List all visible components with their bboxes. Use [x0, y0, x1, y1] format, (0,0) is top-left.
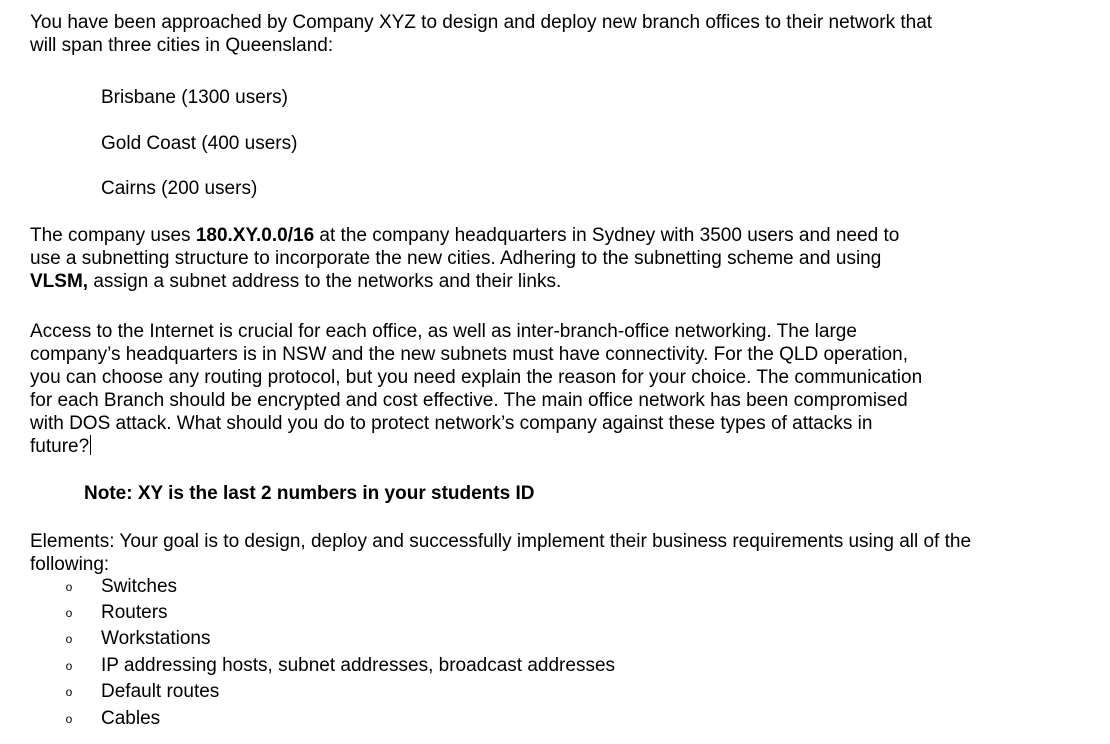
intro-text: You have been approached by Company XYZ to design and deploy new branch offices to their network that will span three cities in Queensland:: [30, 12, 933, 56]
requirements-paragraph: [30, 320, 935, 458]
list-item-label: Cables: [101, 708, 161, 729]
city-item-cairns: Cairns (200 users): [101, 178, 258, 199]
list-item-label: Default routes: [101, 681, 220, 702]
list-item-label: Switches: [101, 576, 178, 597]
hollow-circle-bullet-icon: o: [65, 659, 73, 673]
vlsm-term: VLSM,: [30, 271, 89, 292]
elements-intro: [30, 530, 975, 576]
hollow-circle-bullet-icon: o: [65, 685, 73, 699]
city-item-brisbane: Brisbane (1300 users): [101, 87, 288, 108]
student-id-note: Note: XY is the last 2 numbers in your students ID: [84, 483, 535, 504]
subnetting-paragraph: [30, 224, 930, 293]
text-cursor: [90, 435, 91, 455]
elements-intro-text: Elements: Your goal is to design, deploy and successfully implement their business requirements using all of the following:: [30, 531, 972, 575]
hollow-circle-bullet-icon: o: [65, 580, 73, 594]
subnetting-text-2: at the company headquarters in Sydney with 3500 users and need to use a subnetting structure to incorporate the new cities. Adhering to the subnetting scheme and using: [30, 225, 900, 269]
list-item-label: Workstations: [101, 628, 211, 649]
network-address: 180.XY.0.0/16: [195, 225, 315, 246]
hollow-circle-bullet-icon: o: [65, 606, 73, 620]
list-item-label: Routers: [101, 602, 168, 623]
hollow-circle-bullet-icon: o: [65, 632, 73, 646]
city-item-gold-coast: Gold Coast (400 users): [101, 133, 298, 154]
subnetting-text-3: assign a subnet address to the networks and their links.: [88, 271, 562, 292]
requirements-text: Access to the Internet is crucial for each office, as well as inter-branch-office networking. The large company’s headquarters is in NSW and the new subnets must have connectivity. For the QLD operation, you can choose any routing protocol, but you need explain the reason for your choice. The communication for each Branch should be encrypted and cost effective. The main office network has been compromised with DOS attack. What should you do to protect network’s company against these types of attacks in future?: [30, 321, 923, 457]
subnetting-text-1: The company uses: [30, 225, 196, 246]
hollow-circle-bullet-icon: o: [65, 712, 73, 726]
intro-paragraph: [30, 11, 960, 57]
list-item-label: IP addressing hosts, subnet addresses, broadcast addresses: [101, 655, 616, 676]
